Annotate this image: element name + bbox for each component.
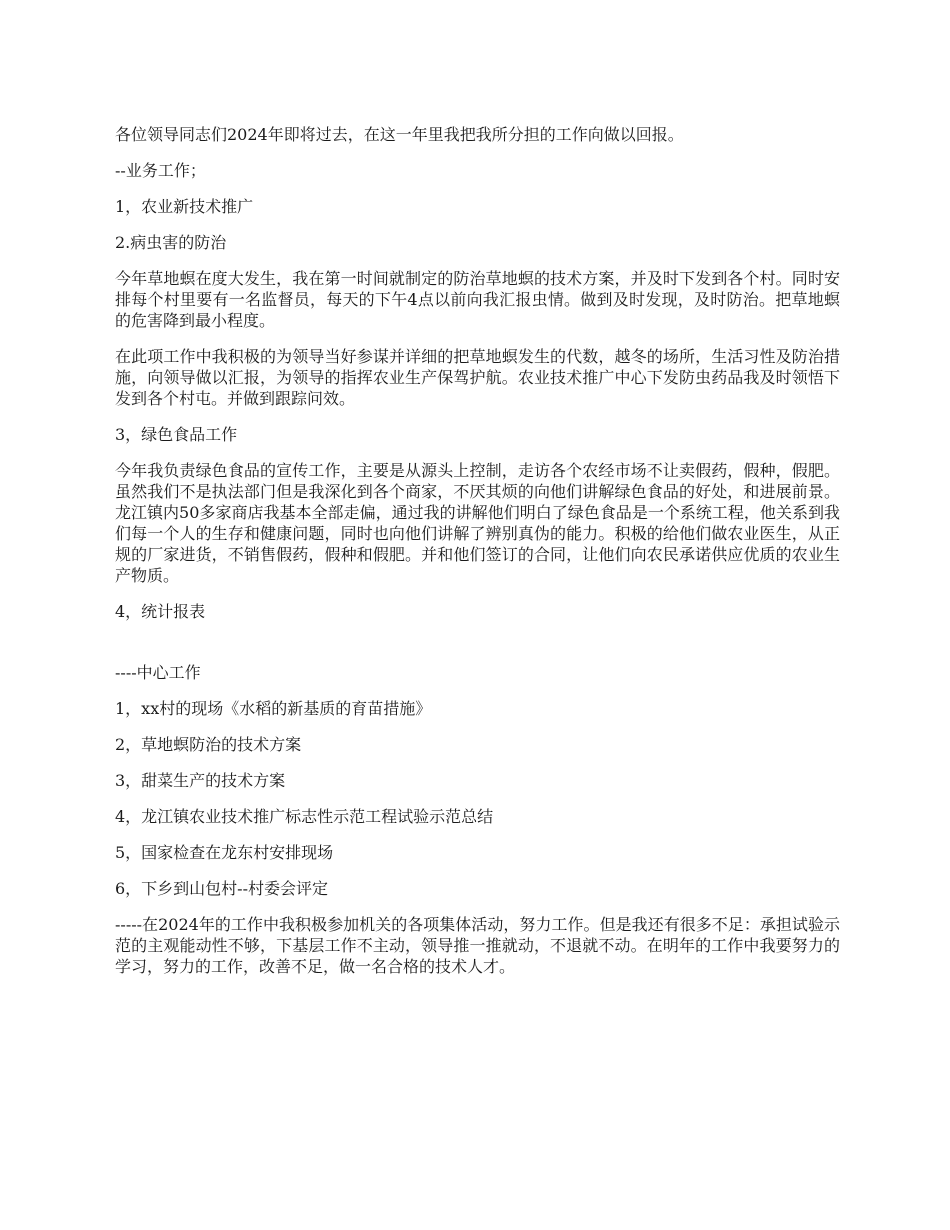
section-heading-business: --业务工作；	[115, 161, 206, 180]
item-heading-new-tech: 1，农业新技术推广	[115, 197, 254, 216]
list-item: 6，下乡到山包村--村委会评定	[115, 879, 328, 898]
item-heading-green-food: 3，绿色食品工作	[115, 425, 238, 444]
list-item: 5，国家检查在龙东村安排现场	[115, 843, 334, 862]
section-heading-center-work: ----中心工作	[115, 663, 201, 682]
list-item: 3，甜菜生产的技术方案	[115, 771, 286, 790]
body-paragraph: 在此项工作中我积极的为领导当好参谋并详细的把草地螟发生的代数，越冬的场所，生活习性及防治措施，向领导做以汇报，为领导的指挥农业生产保驾护航。农业技术推广中心下发防虫药品我及时领悟下发到各个村屯。并做到跟踪问效。	[115, 347, 840, 408]
list-item: 4，龙江镇农业技术推广标志性示范工程试验示范总结	[115, 807, 494, 826]
opening-paragraph: 各位领导同志们2024年即将过去，在这一年里我把我所分担的工作向做以回报。	[115, 125, 684, 144]
body-paragraph: 今年我负责绿色食品的宣传工作，主要是从源头上控制，走访各个农经市场不让卖假药，假种，假肥。虽然我们不是执法部门但是我深化到各个商家，不厌其烦的向他们讲解绿色食品的好处，和进展前景。龙江镇内50多家商店我基本全部走偏，通过我的讲解他们明白了绿色食品是一个系统工程，他关系到我们每一个人的生存和健康问题，同时也向他们讲解了辨别真伪的能力。积极的给他们做农业医生，从正规的厂家进货，不销售假药，假种和假肥。并和他们签订的合同，让他们向农民承诺供应优质的农业生产物质。	[115, 461, 840, 585]
list-item: 1，xx村的现场《水稻的新基质的育苗措施》	[115, 699, 432, 718]
list-item: 2，草地螟防治的技术方案	[115, 735, 302, 754]
body-paragraph: 今年草地螟在度大发生，我在第一时间就制定的防治草地螟的技术方案，并及时下发到各个村。同时安排每个村里要有一名监督员，每天的下午4点以前向我汇报虫情。做到及时发现，及时防治。把草地螟的危害降到最小程度。	[115, 269, 840, 330]
closing-paragraph: -----在2024年的工作中我积极参加机关的各项集体活动，努力工作。但是我还有很多不足：承担试验示范的主观能动性不够，下基层工作不主动，领导推一推就动，不退就不动。在明年的工作中我要努力的学习，努力的工作，改善不足，做一名合格的技术人才。	[115, 915, 840, 976]
item-heading-statistics: 4，统计报表	[115, 602, 206, 621]
item-heading-pest-control: 2.病虫害的防治	[115, 233, 227, 252]
document-body	[115, 124, 840, 992]
